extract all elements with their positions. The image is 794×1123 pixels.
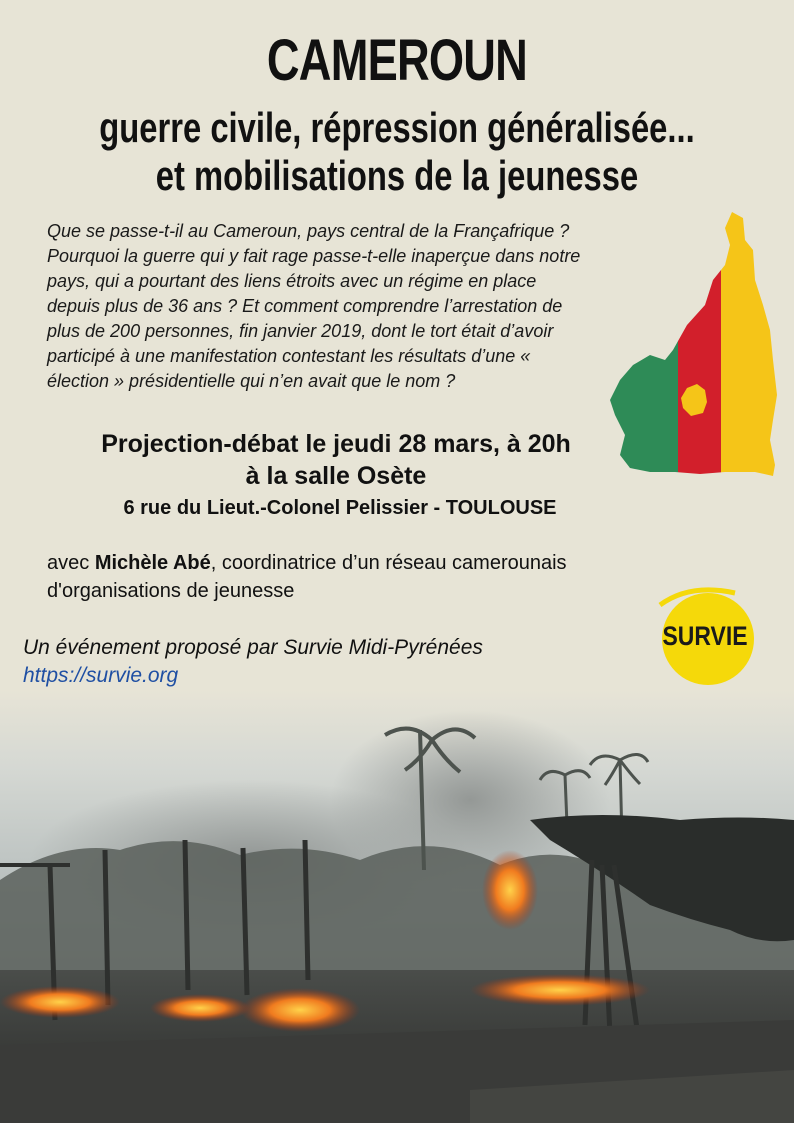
speaker-description-line2: d'organisations de jeunesse [47, 580, 295, 602]
survie-logo [650, 585, 760, 690]
intro-line: Que se passe-t-il au Cameroun, pays central de la Françafrique ? [47, 221, 570, 241]
intro-line: Pourquoi la guerre qui y fait rage passe-t-elle inaperçue dans notre [47, 246, 581, 266]
organizer-text: Un événement proposé par Survie Midi-Pyrénées [23, 636, 483, 659]
survie-website-link[interactable]: https://survie.org [23, 664, 179, 687]
burning-village-photo [0, 690, 794, 1123]
event-address: 6 rue du Lieut.-Colonel Pelissier - TOULOUSE [123, 497, 557, 519]
intro-line: pays, qui a pourtant des liens étroits avec un régime en place [47, 271, 537, 291]
intro-line: participé à une manifestation contestant les résultats d’une « [47, 346, 531, 366]
intro-line: plus de 200 personnes, fin janvier 2019, dont le tort était d’avoir [47, 321, 554, 341]
survie-logo-text: SURVIE [662, 621, 748, 651]
page-title: CAMEROUN [266, 28, 528, 93]
event-venue: à la salle Osète [245, 462, 427, 490]
intro-line: élection » présidentielle qui n’en avait que le nom ? [47, 371, 456, 391]
intro-line: depuis plus de 36 ans ? Et comment comprendre l’arrestation de [47, 296, 563, 316]
event-date: Projection-débat le jeudi 28 mars, à 20h [101, 430, 571, 458]
page-subtitle-line2: et mobilisations de la jeunesse [155, 152, 639, 199]
page-subtitle-line1: guerre civile, répression généralisée... [99, 104, 695, 151]
speaker-prefix: avec [47, 552, 95, 574]
speaker-info [47, 549, 707, 605]
speaker-name: Michèle Abé [94, 552, 211, 574]
intro-paragraph [47, 219, 697, 394]
speaker-description: , coordinatrice d’un réseau camerounais [210, 552, 567, 574]
